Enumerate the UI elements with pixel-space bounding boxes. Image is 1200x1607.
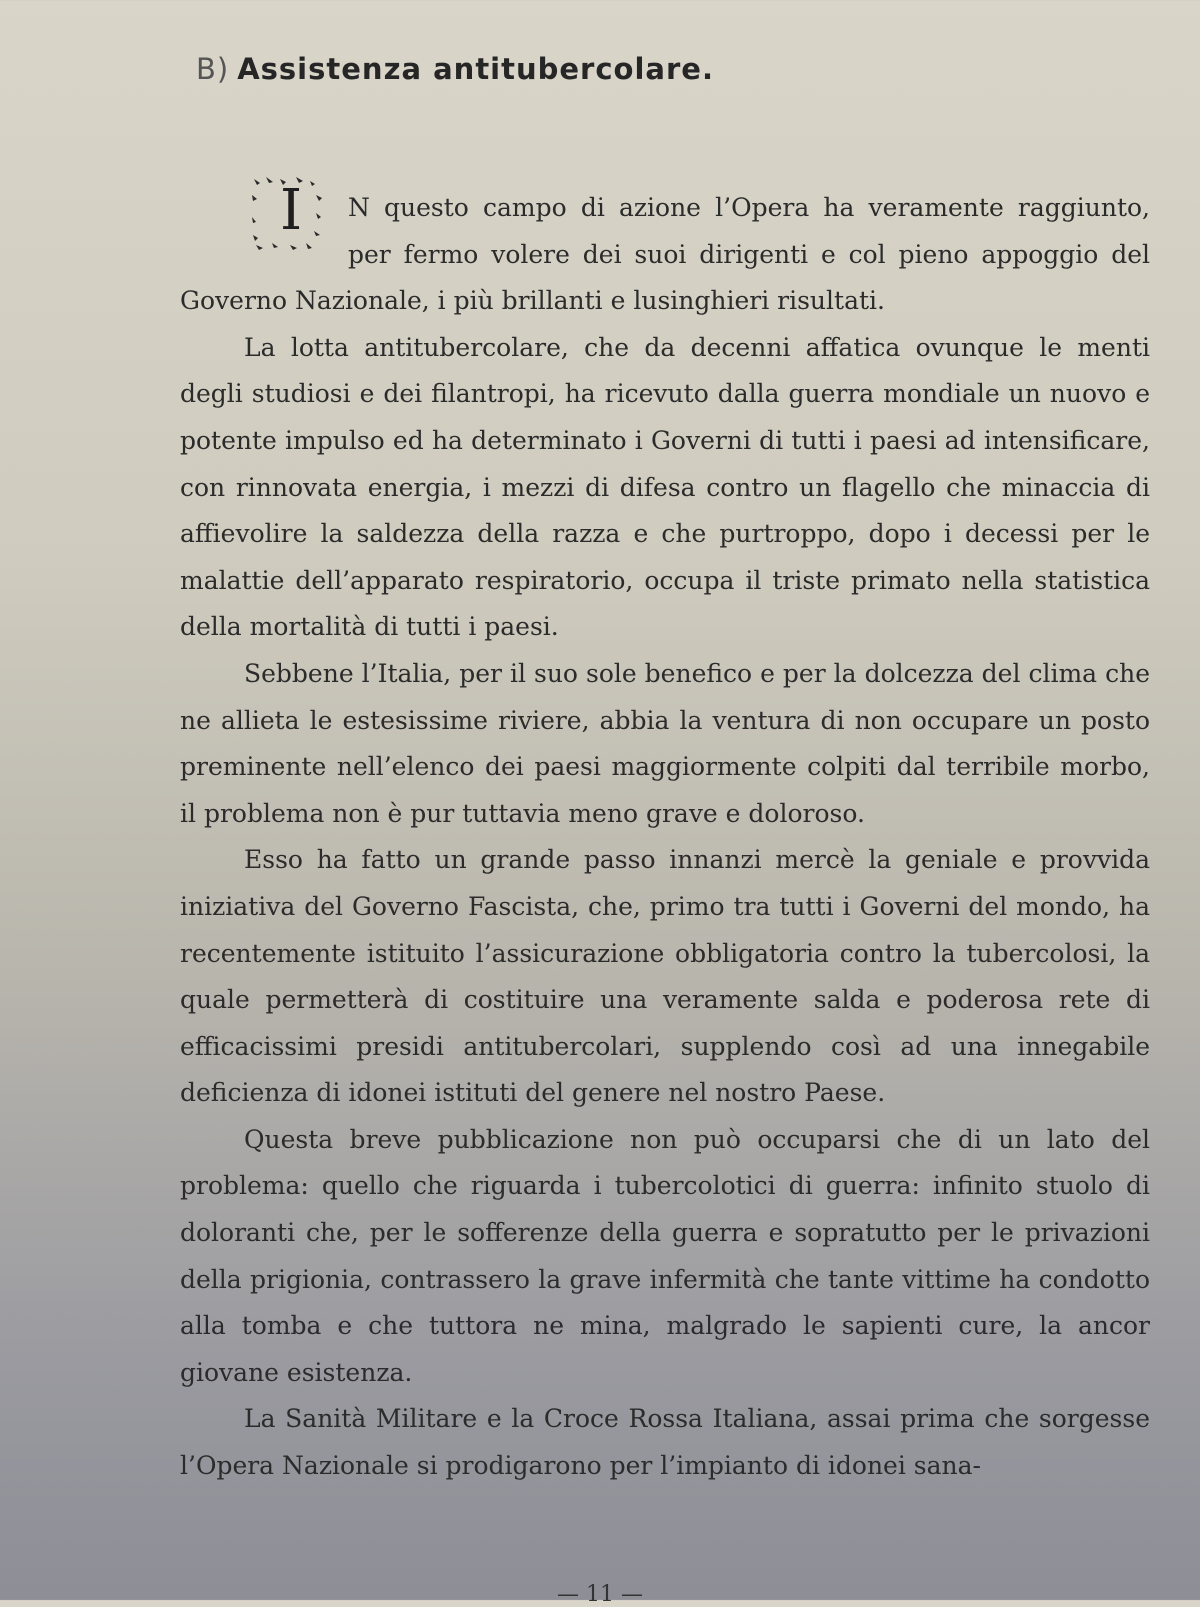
page-number: — 11 — (557, 1582, 643, 1607)
paragraph-2: La lotta antitubercolare, che da decenni affatica ovunque le menti degli studiosi e dei filantropi, ha ricevuto dalla guerra mondiale un nuovo e potente impulso ed ha determinato i Governi di tutti i paesi ad intensificare, con rinnovata energia, i mezzi di difesa contro un flagello che minaccia di affievolire la saldezza della razza e che purtroppo, dopo i decessi per le malattie dell’apparato respiratorio, occupa il triste primato nella statistica della mortalità di tutti i paesi. (180, 332, 1150, 642)
paragraph-5: Questa breve pubblicazione non può occuparsi che di un lato del problema: quello che riguarda i tubercolotici di guerra: infinito stuolo di doloranti che, per le sofferenze della guerra e sopratutto per le privazioni della prigionia, contrassero la grave infermità che tante vittime ha condotto alla tomba e che tuttora ne mina, malgrado le sapienti cure, la ancor giovane esistenza. (180, 1124, 1150, 1387)
paragraph-4: Esso ha fatto un grande passo innanzi mercè la geniale e provvida iniziativa del Governo Fascista, che, primo tra tutti i Governi del mondo, ha recentemente istituito l’assicurazione obbligatoria contro la tubercolosi, la quale permetterà di costituire una veramente salda e poderosa rete di efficacissimi presidi antitubercolari, supplendo così ad una innegabile deficienza di idonei istituti del genere nel nostro Paese. (180, 845, 1150, 1108)
decorated-initial (250, 173, 336, 255)
section-heading (196, 52, 714, 86)
initial-letter: I (280, 178, 303, 243)
paragraph-1 (180, 178, 1150, 325)
paragraph-6: La Sanità Militare e la Croce Rossa Italiana, assai prima che sorgesse l’Opera Nazionale si prodigarono per l’impianto di idonei sana- (180, 1404, 1150, 1481)
paragraph-1-text: N questo campo di azione l’Opera ha veramente raggiunto, per fermo volere dei suoi dirigenti e col pieno appoggio del Governo Nazionale, i più brillanti e lusinghieri risultati. (180, 193, 1150, 316)
paragraph-3: Sebbene l’Italia, per il suo sole benefico e per la dolcezza del clima che ne allieta le estesissime riviere, abbia la ventura di non occupare un posto preminente nell’elenco dei paesi maggiormente colpiti dal terribile morbo, il problema non è pur tuttavia meno grave e doloroso. (180, 658, 1150, 828)
body-text (180, 178, 1150, 1490)
section-marker: B) (196, 52, 230, 86)
section-title: Assistenza antitubercolare. (237, 52, 714, 86)
